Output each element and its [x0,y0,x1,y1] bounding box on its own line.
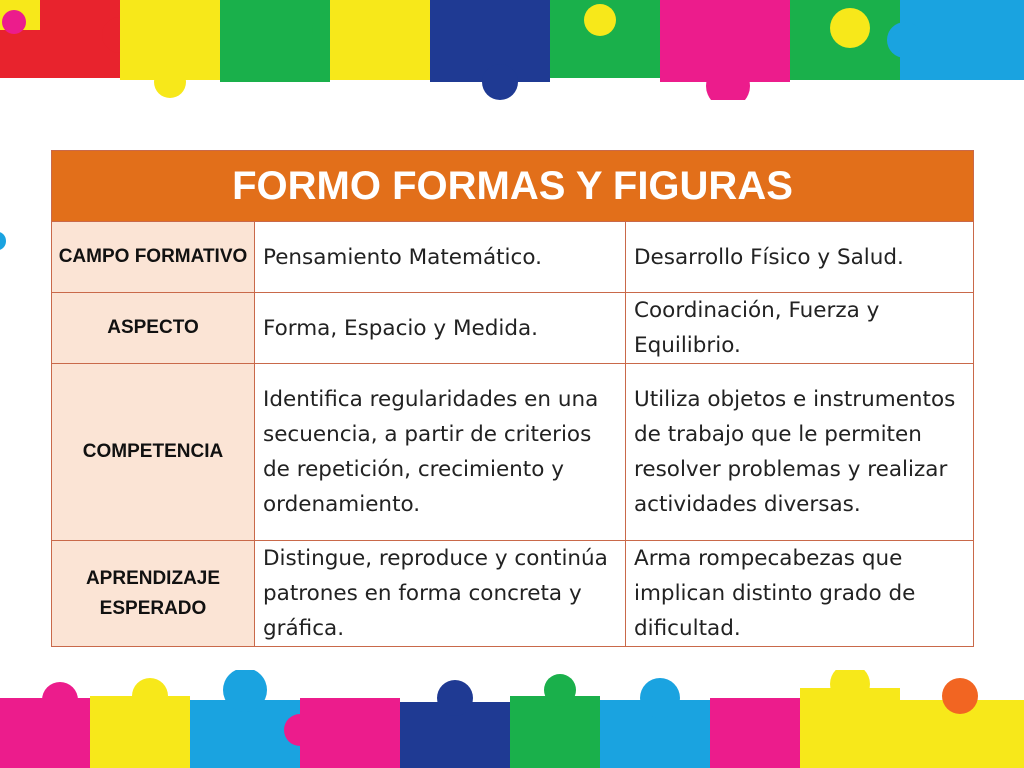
table-row [52,293,974,364]
row-label-aspecto: ASPECTO [52,293,255,364]
row-label-aprendizaje-esperado: APRENDIZAJE ESPERADO [52,541,255,647]
cell-value: Desarrollo Físico y Salud. [626,222,974,293]
cell-value: Distingue, reproduce y continúa patrones en forma concreta y gráfica. [255,541,626,647]
row-label-campo-formativo: CAMPO FORMATIVO [52,222,255,293]
cell-value: Pensamiento Matemático. [255,222,626,293]
puzzle-piece-side [0,232,6,250]
puzzle-border-top [0,0,1024,100]
cell-value: Arma rompecabezas que implican distinto grado de dificultad. [626,541,974,647]
puzzle-pieces-bottom-image [0,670,1024,768]
row-label-competencia: COMPETENCIA [52,364,255,541]
table-row [52,541,974,647]
puzzle-pieces-top-image [0,0,1024,100]
table-row [52,222,974,293]
cell-value: Identifica regularidades en una secuencia, a partir de criterios de repetición, crecimiento y ordenamiento. [255,364,626,541]
table-row [52,364,974,541]
cell-value: Forma, Espacio y Medida. [255,293,626,364]
table-title: FORMO FORMAS Y FIGURAS [52,151,974,222]
cell-value: Coordinación, Fuerza y Equilibrio. [626,293,974,364]
cell-value: Utiliza objetos e instrumentos de trabajo que le permiten resolver problemas y realizar actividades diversas. [626,364,974,541]
competency-table [51,150,974,647]
puzzle-border-bottom [0,670,1024,768]
